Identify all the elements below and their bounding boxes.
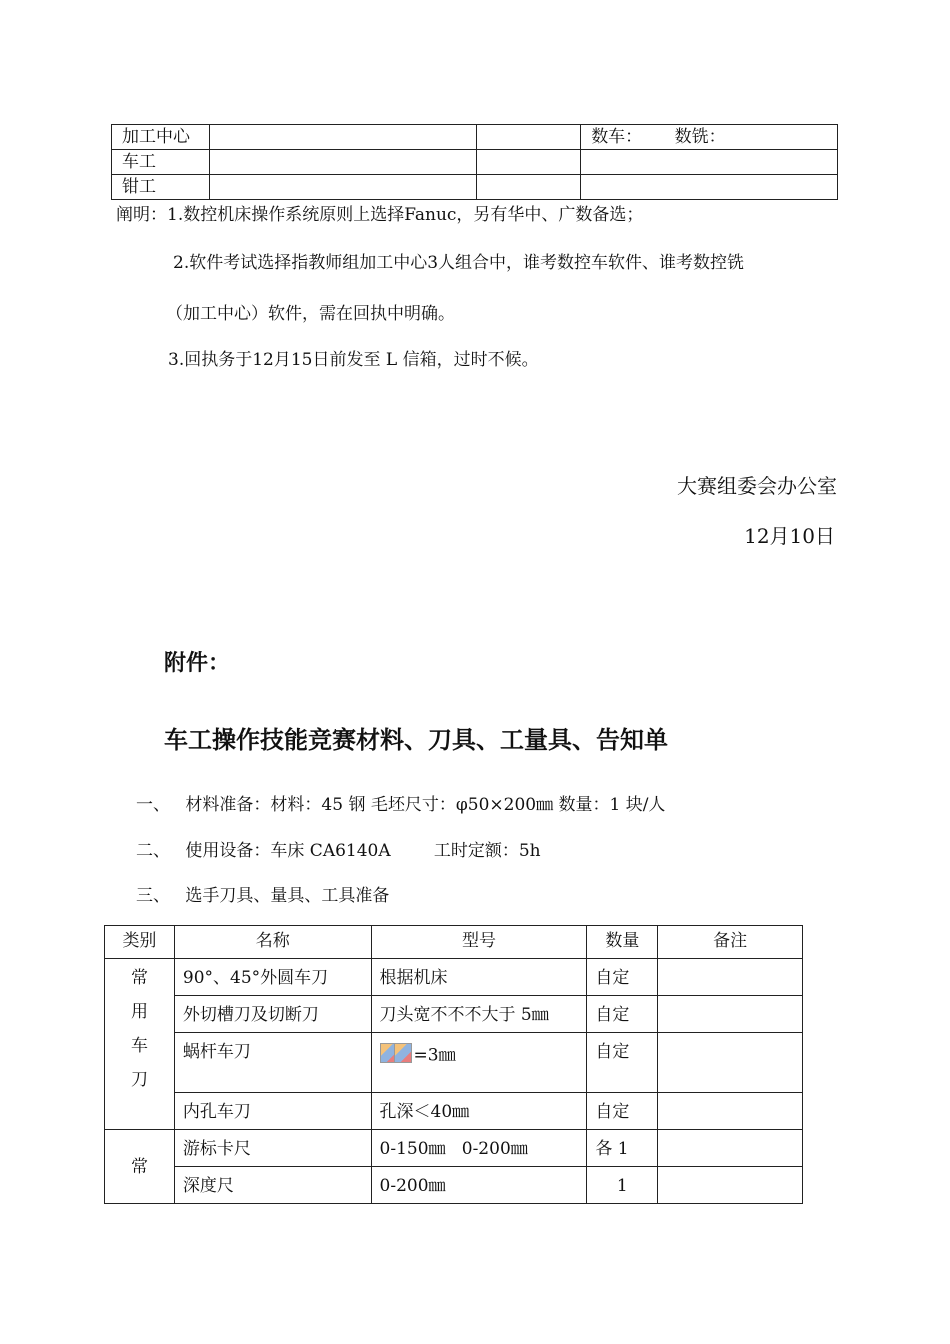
table-row [105, 1093, 803, 1130]
table-row [105, 1130, 803, 1167]
tool-model: =3㎜ [413, 1045, 456, 1066]
header-name: 名称 [174, 926, 371, 959]
tool-name: 深度尺 [174, 1167, 371, 1204]
category-char: 用 [130, 1002, 148, 1022]
table-cell [209, 125, 477, 150]
tool-name: 蜗杆车刀 [174, 1033, 371, 1093]
tool-note [658, 959, 803, 996]
tool-model: 刀头宽不不不大于 5㎜ [371, 996, 587, 1033]
category-char: 刀 [130, 1070, 148, 1090]
table-cell [209, 150, 477, 175]
tool-model: 0-150㎜ 0-200㎜ [371, 1130, 587, 1167]
tool-model: 根据机床 [371, 959, 587, 996]
note-2-line-1: 2.软件考试选择指教师组加工中心3人组合中，谁考数控车软件、谁考数控铣 [173, 253, 745, 273]
header-note: 备注 [658, 926, 803, 959]
registration-table [111, 124, 838, 200]
list-number: 二、 [136, 841, 170, 861]
table-cell [477, 150, 581, 175]
category-char: 常 [130, 968, 148, 988]
table-header-row [105, 926, 803, 959]
list-item [136, 790, 665, 815]
tool-quantity: 自定 [587, 1093, 658, 1130]
signature-org: 大赛组委会办公室 [677, 474, 837, 498]
table-row [112, 150, 838, 175]
attachment-label: 附件： [164, 650, 231, 676]
tool-note [658, 1130, 803, 1167]
tool-note [658, 996, 803, 1033]
table-row [105, 1167, 803, 1204]
table-row [105, 1033, 803, 1093]
tool-quantity: 各 1 [587, 1130, 658, 1167]
note-3: 3.回执务于12月15日前发至 L 信箱，过时不候。 [168, 350, 539, 370]
category-cell [105, 959, 175, 1130]
list-text: 材料准备：材料：45 钢 毛坯尺寸：φ50×200㎜ 数量：1 块/人 [185, 795, 666, 815]
tool-model-cell [371, 1033, 587, 1093]
tool-note [658, 1093, 803, 1130]
list-item [136, 836, 541, 861]
table-cell [477, 125, 581, 150]
tool-model: 0-200㎜ [371, 1167, 587, 1204]
row-label: 加工中心 [112, 125, 210, 150]
tool-name: 外切槽刀及切断刀 [174, 996, 371, 1033]
table-cell [581, 150, 838, 175]
list-text: 使用设备：车床 CA6140A 工时定额：5h [185, 841, 541, 861]
table-cell [477, 175, 581, 200]
note-2-line-2: （加工中心）软件，需在回执中明确。 [166, 304, 455, 324]
tool-quantity: 自定 [587, 996, 658, 1033]
tool-table [104, 925, 803, 1204]
row-label: 车工 [112, 150, 210, 175]
tool-note [658, 1167, 803, 1204]
tool-quantity: 自定 [587, 1033, 658, 1093]
signature-date: 12月10日 [744, 524, 835, 548]
header-category: 类别 [105, 926, 175, 959]
table-cell: 数车： 数铣： [581, 125, 838, 150]
list-number: 三、 [136, 886, 170, 906]
table-row [105, 996, 803, 1033]
category-cell: 常 [105, 1130, 175, 1204]
tool-name: 游标卡尺 [174, 1130, 371, 1167]
header-model: 型号 [371, 926, 587, 959]
tool-name: 内孔车刀 [174, 1093, 371, 1130]
table-row [105, 959, 803, 996]
tool-name: 90°、45°外圆车刀 [174, 959, 371, 996]
list-text: 选手刀具、量具、工具准备 [185, 886, 390, 906]
list-number: 一、 [136, 795, 170, 815]
note-1: 阐明：1.数控机床操作系统原则上选择Fanuc，另有华中、广数备选； [116, 205, 644, 225]
category-char: 车 [130, 1036, 148, 1056]
tool-quantity: 1 [587, 1167, 658, 1204]
attachment-title: 车工操作技能竞赛材料、刀具、工量具、告知单 [164, 725, 668, 754]
formula-image-icon [380, 1043, 412, 1069]
list-item [136, 881, 389, 906]
tool-note [658, 1033, 803, 1093]
header-quantity: 数量 [587, 926, 658, 959]
table-cell [209, 175, 477, 200]
table-cell [581, 175, 838, 200]
tool-model: 孔深＜40㎜ [371, 1093, 587, 1130]
table-row [112, 125, 838, 150]
row-label: 钳工 [112, 175, 210, 200]
table-row [112, 175, 838, 200]
tool-quantity: 自定 [587, 959, 658, 996]
